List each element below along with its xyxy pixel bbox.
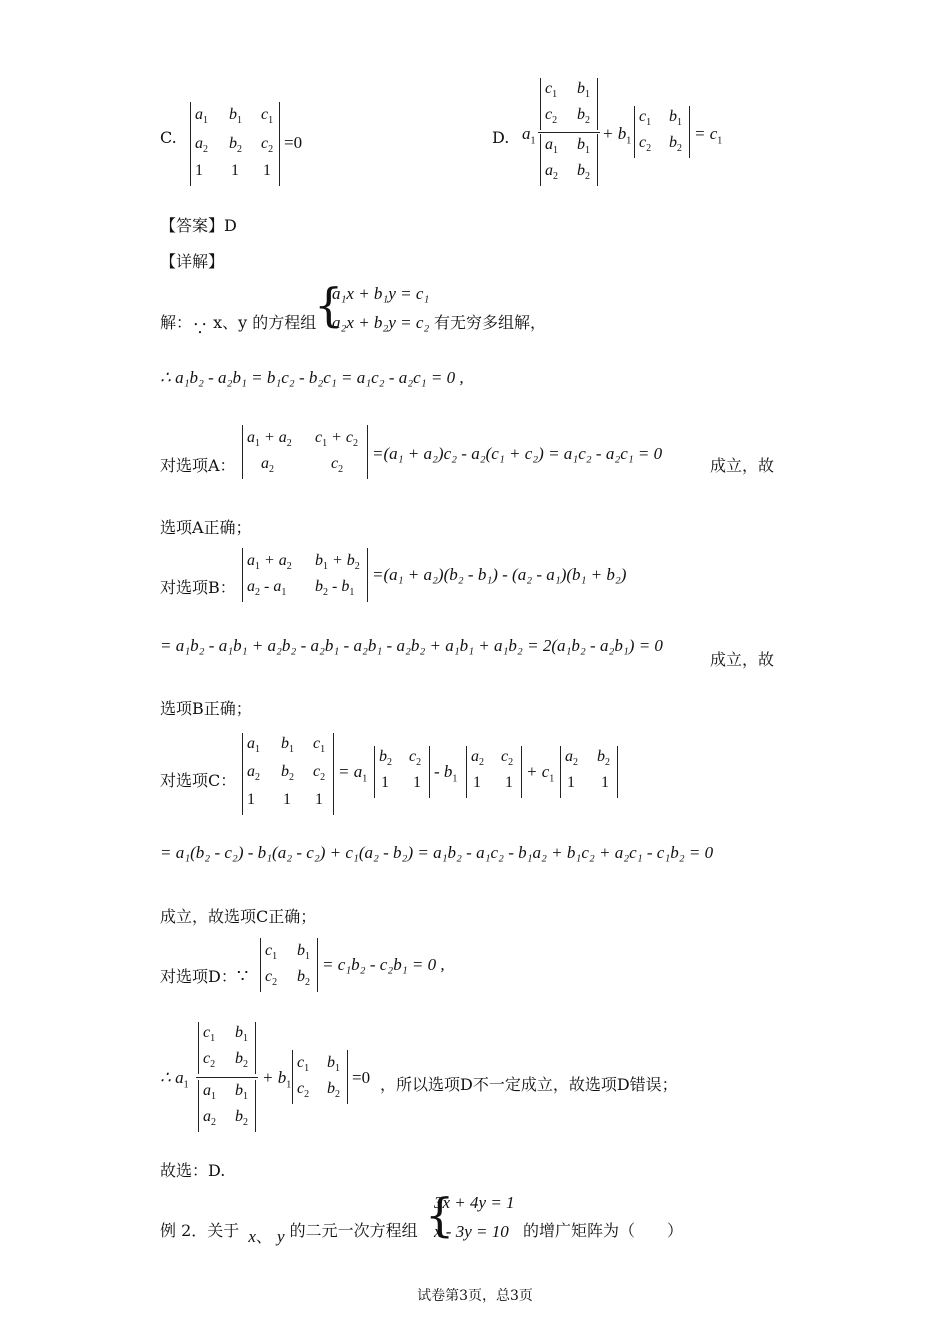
- sol-post: 有无穷多组解，: [434, 313, 547, 332]
- system-eq1: a₁x + b₁y = c₁: [332, 284, 430, 303]
- option-c-eq-a1: = $a_1$: [338, 762, 368, 785]
- ex2-eq2: x - 3y = 10: [434, 1222, 509, 1241]
- option-d-equals-c1: = $c_1$: [694, 124, 723, 147]
- option-d-cb-det: $c_1$ $b_1$ $c_2$ $b_2$: [260, 938, 318, 992]
- option-d-det3: $c_1$ $b_1$ $c_2$ $b_2$: [292, 1050, 348, 1104]
- ex2-mid: 的二元一次方程组: [289, 1221, 418, 1240]
- page-footer: 试卷第3页，总3页: [417, 1288, 533, 1304]
- sol-prefix: 解：: [160, 313, 193, 332]
- ex2-post: 的增广矩阵为（ ）: [523, 1221, 684, 1240]
- option-c-label: C.: [160, 128, 177, 147]
- option-d-eq-zero: =0: [352, 1068, 371, 1087]
- option-b-expression: =(a₁ + a₂)(b₂ - b₁) - (a₂ - a₁)(b₁ + b₂): [372, 565, 627, 584]
- detail-heading: 【详解】: [160, 252, 225, 271]
- option-b-holds: 成立，故: [710, 650, 775, 669]
- option-c-minor-1: $b_2$ $c_2$ 1 1: [374, 746, 430, 798]
- option-d-expression: = c₁b₂ - c₂b₁ = 0 ,: [322, 955, 445, 974]
- answer-line: 【答案】D: [160, 216, 237, 235]
- option-d-frac-bar: [196, 1077, 258, 1078]
- option-c-det-3x3: $a_1$ $b_1$ $c_1$ $a_2$ $b_2$ $c_2$ 1 1 1: [242, 733, 334, 815]
- option-d-plus-b1: + $b_1$: [602, 124, 632, 147]
- option-d-den-det: $a_1$ $b_1$ $a_2$ $b_2$: [540, 134, 598, 186]
- option-a-prefix: 对选项A：: [160, 456, 236, 475]
- option-a-expression: =(a₁ + a₂)c₂ - a₂(c₁ + c₂) = a₁c₂ - a₂c₁ = 0: [372, 444, 663, 463]
- option-b-prefix: 对选项B：: [160, 578, 236, 597]
- example-2: 例 2．关于 x、 y 的二元一次方程组: [160, 1221, 418, 1246]
- option-d-num-det: $c_1$ $b_1$ $c_2$ $b_2$: [540, 78, 598, 130]
- option-c-expression-2: = a₁(b₂ - c₂) - b₁(a₂ - c₂) + c₁(a₂ - b₂) = a₁b₂ - a₁c₂ - b₁a₂ + b₁c₂ + a₂c₁ - c₁b₂ = 0: [160, 843, 714, 862]
- option-c-correct: 成立，故选项C正确；: [160, 907, 317, 926]
- option-d-a1: $a_1$: [522, 124, 536, 147]
- option-c-equals-zero: =0: [284, 133, 303, 152]
- sol-mid: x、y 的方程组: [213, 313, 317, 332]
- ex2-y: y: [277, 1227, 285, 1246]
- option-d-frac-den: $a_1$ $b_1$ $a_2$ $b_2$: [198, 1080, 256, 1132]
- option-c-plus-c1: + $c_1$: [526, 762, 555, 785]
- option-c-minus-b1: - $b_1$: [434, 762, 458, 785]
- option-c-prefix: 对选项C：: [160, 771, 237, 790]
- ex2-x: x: [248, 1227, 256, 1246]
- ex2-prefix: 例 2．关于: [160, 1221, 240, 1240]
- option-d-conclusion: ，所以选项D不一定成立，故选项D错误；: [380, 1075, 678, 1094]
- option-d-label: D.: [492, 128, 510, 147]
- solution-intro: [160, 310, 317, 338]
- option-d-det2: $c_1$ $b_1$ $c_2$ $b_2$: [634, 106, 690, 158]
- option-a-correct: 选项A正确；: [160, 518, 252, 537]
- option-c-minor-2: $a_2$ $c_2$ 1 1: [466, 746, 522, 798]
- ex2-brace: {: [425, 1188, 455, 1242]
- choose-line: 故选：D.: [160, 1161, 226, 1180]
- option-d-because: ∵: [236, 966, 249, 987]
- option-b-correct: 选项B正确；: [160, 699, 252, 718]
- therefore-line: ∴ a₁b₂ - a₂b₁ = b₁c₂ - b₂c₁ = a₁c₂ - a₂c₁ = 0 ,: [160, 368, 464, 387]
- option-d-therefore-a1: ∴ $a_1$: [160, 1068, 189, 1091]
- option-a-determinant: $a_1 + a_2$ $c_1 + c_2$ $a_2$ $c_2$: [242, 425, 368, 479]
- option-d-prefix-text: 对选项D：: [160, 967, 237, 986]
- option-d-fraction-bar: [538, 132, 600, 133]
- because-symbol: ∵: [192, 319, 209, 338]
- option-c-minor-3: $a_2$ $b_2$ 1 1: [560, 746, 618, 798]
- option-b-expression-2: = a₁b₂ - a₁b₁ + a₂b₂ - a₂b₁ - a₂b₁ - a₂b₂ + a₁b₁ + a₁b₂ = 2(a₁b₂ - a₂b₁) = 0: [160, 636, 663, 655]
- option-d-frac-num: $c_1$ $b_1$ $c_2$ $b_2$: [198, 1022, 256, 1074]
- option-d-plus-b1-2: + $b_1$: [262, 1068, 292, 1091]
- system-brace: {: [314, 278, 344, 332]
- option-c-determinant: $a_1$ $b_1$ $c_1$ $a_2$ $b_2$ $c_2$ 1 1 1: [190, 102, 280, 186]
- system-eq2: a₂x + b₂y = c₂: [332, 313, 430, 332]
- option-a-holds: 成立，故: [710, 456, 775, 475]
- option-b-determinant: $a_1 + a_2$ $b_1 + b_2$ $a_2 - a_1$ $b_2 - b_1$: [242, 548, 368, 602]
- ex2-eq1: 3x + 4y = 1: [434, 1193, 515, 1212]
- option-d-prefix: [160, 964, 248, 987]
